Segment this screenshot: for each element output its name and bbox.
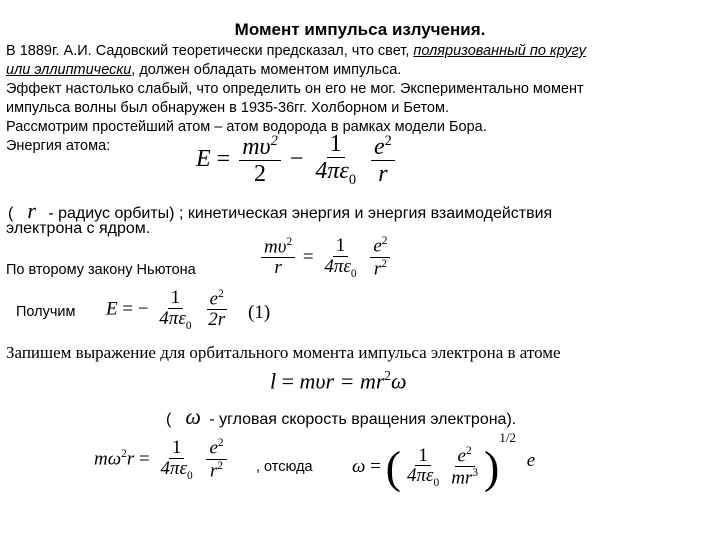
newton-formula: $\frac{m\upsilon^2}{r}$ = $\frac{1}{4\pi\varepsilon_0}$ $\frac{e^2}{r^2}$ <box>258 236 393 280</box>
radius-note-line-2: электрона с ядром. <box>6 220 151 237</box>
omega-formula: ω = ( $\frac{1}{4\pi\varepsilon_0}$ $\frac{e^2}{mr^3}$ )$^{1/2}$ e <box>352 430 536 493</box>
newton-label: По второму закону Ньютона <box>6 262 196 278</box>
polarized-emphasis: поляризованный по кругу <box>413 43 586 59</box>
bohr-model-line: Рассмотрим простейший атом – атом водорода в рамках модели Бора. <box>6 119 487 135</box>
omega-note: ( ω - угловая скорость вращения электрона). <box>166 404 517 429</box>
intro-text: В 1889г. А.И. Садовский теоретически предсказал, что свет, <box>6 43 414 59</box>
elliptic-emphasis: или эллиптически <box>6 62 132 78</box>
page-title: Момент импульса излучения. <box>234 20 486 39</box>
effect-line-1: Эффект настолько слабый, что определить он его не мог. Экспериментально момент <box>6 81 584 97</box>
orbital-heading: Запишем выражение для орбитального момента импульса электрона в атоме <box>6 343 561 362</box>
force-balance-formula: $m\omega^2r$ = $\frac{1}{4\pi\varepsilon_0}$ $\frac{e^2}{r^2}$ <box>94 438 230 482</box>
energy-label: Энергия атома: <box>6 138 111 154</box>
intro-text-rest: , должен обладать моментом импульса. <box>131 62 402 78</box>
effect-line-2: импульса волны был обнаружен в 1935-36гг. Холборном и Бетом. <box>6 100 449 116</box>
equation-number: (1) <box>248 302 271 323</box>
hence-label: , отсюда <box>256 459 313 475</box>
radius-note-line-1: ( r - радиус орбиты) ; кинетическая энергия и энергия взаимодействия <box>8 198 553 223</box>
obtain-label: Получим <box>16 304 76 320</box>
intro-line-2 <box>6 62 401 78</box>
energy-result-formula: E = − $\frac{1}{4\pi\varepsilon_0}$ $\frac{e^2}{2r}$ <box>106 287 226 332</box>
energy-formula: E = $\frac{m\upsilon^2}{2}$ − $\frac{1}{4\pi\varepsilon_0}$ $\frac{e^2}{r}$ <box>196 132 398 189</box>
intro-line-1 <box>6 43 586 59</box>
angular-momentum-formula: $l = m\upsilon r = mr^2\omega$ <box>270 368 407 394</box>
